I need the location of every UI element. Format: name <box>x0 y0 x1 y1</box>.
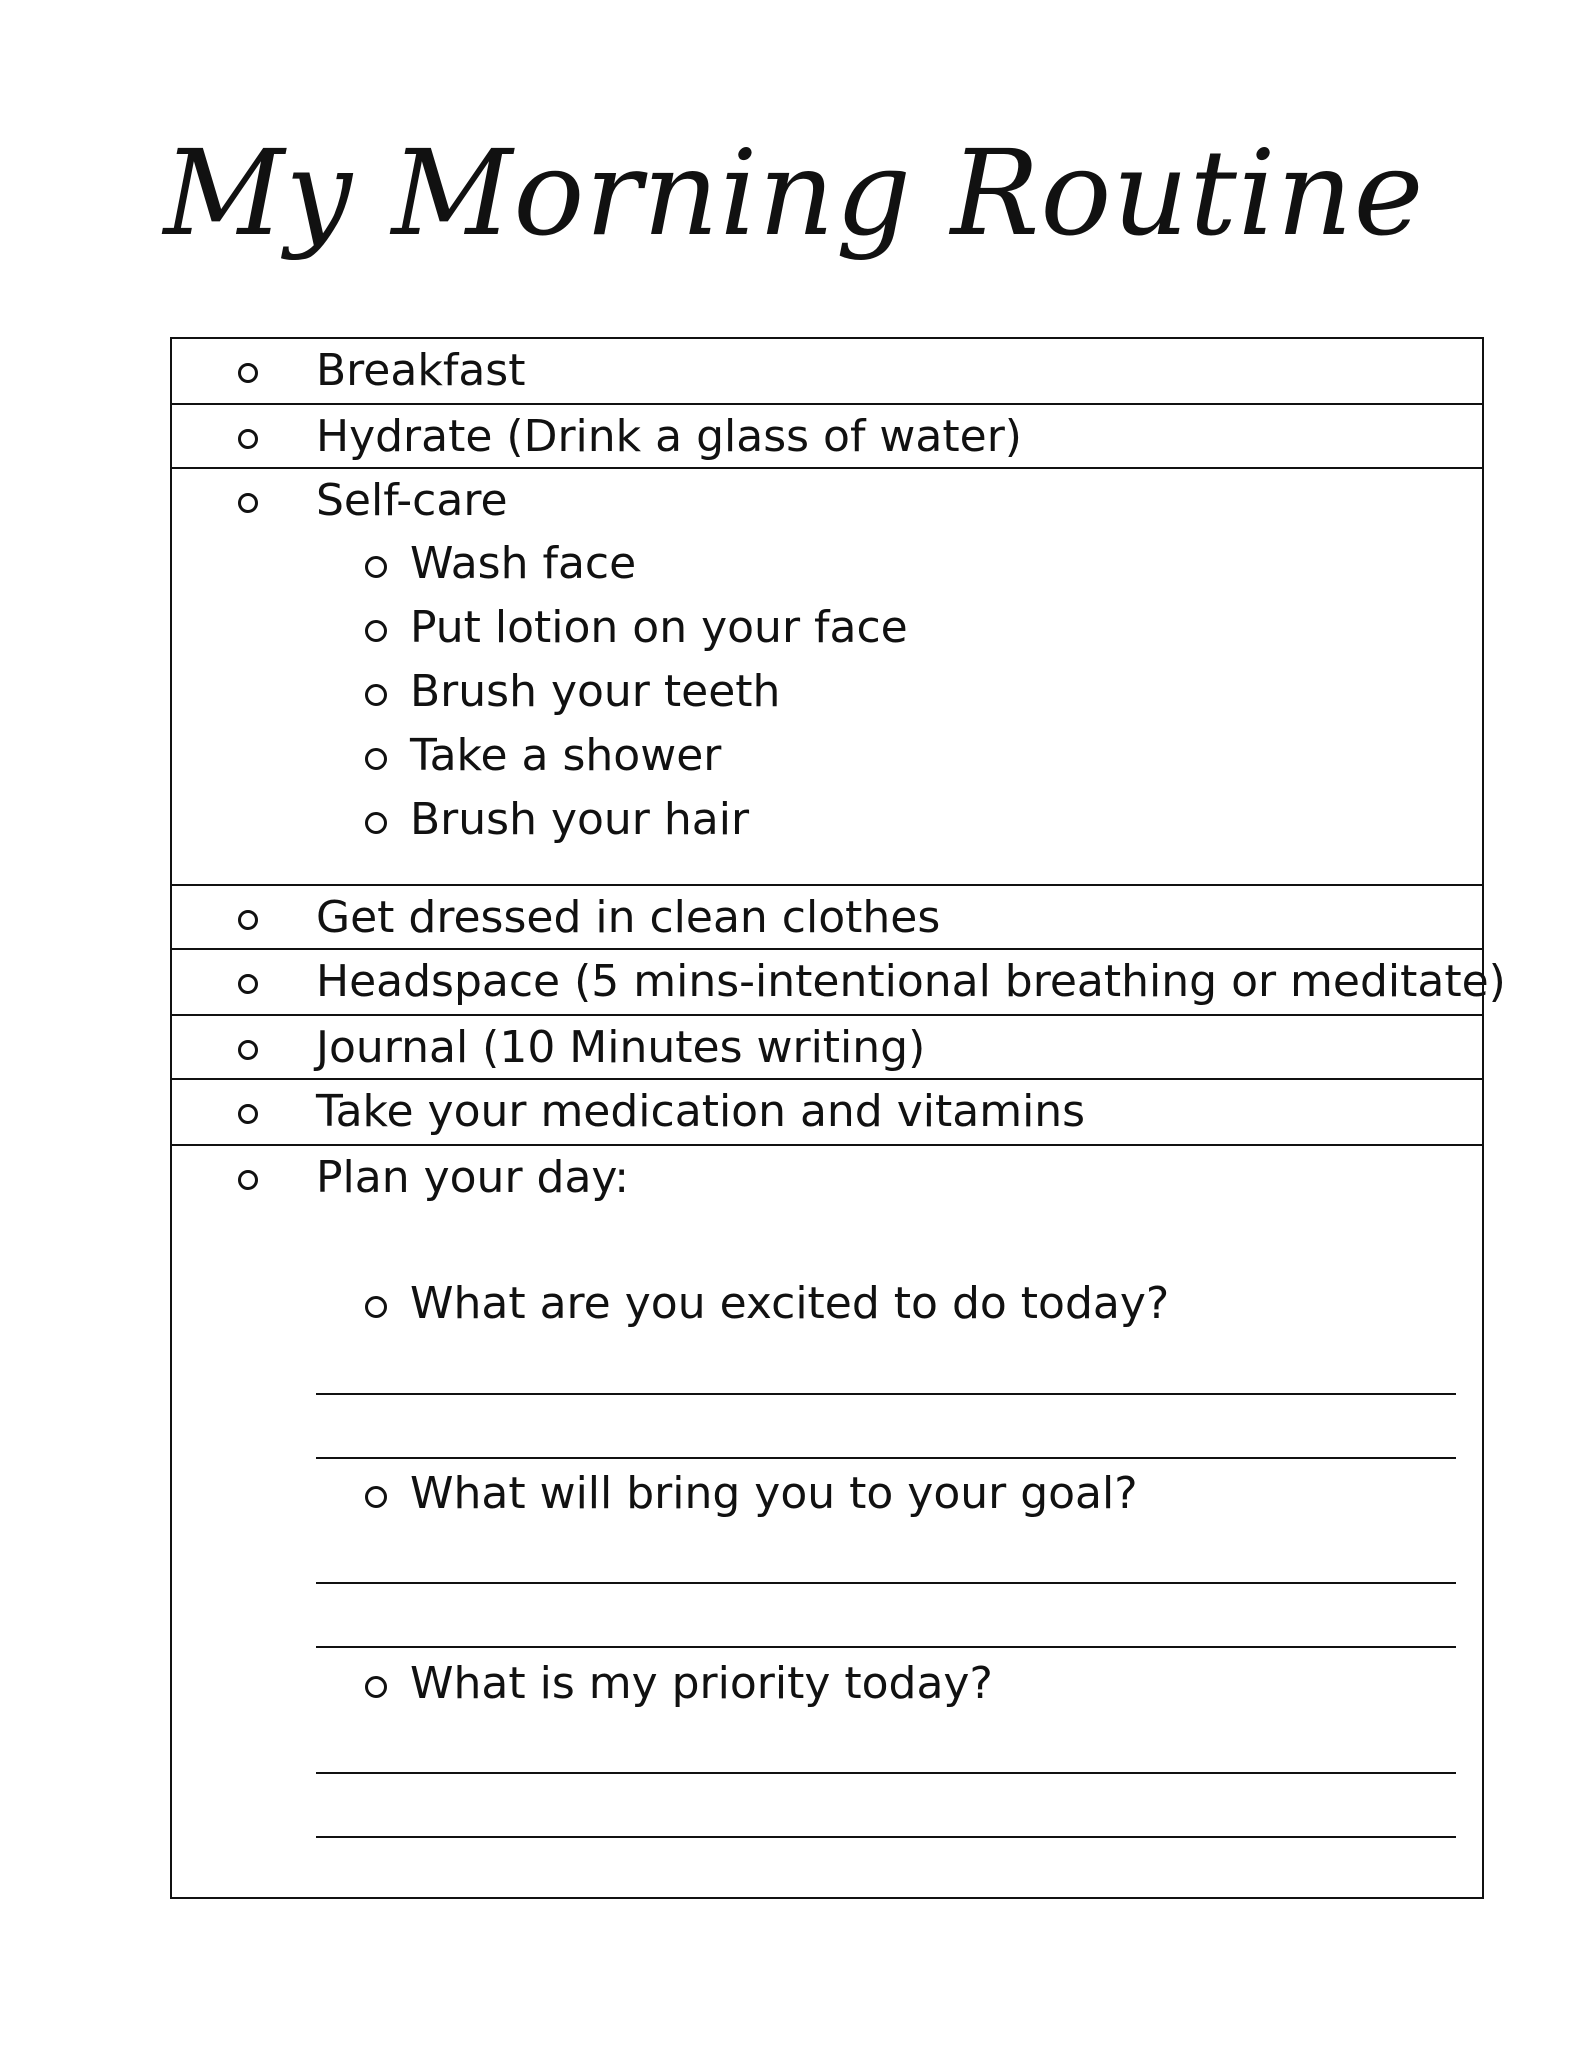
answer-line[interactable] <box>316 1772 1456 1774</box>
checklist-row-journal <box>172 1016 1482 1080</box>
list-item[interactable] <box>172 1016 1482 1080</box>
item-label: Headspace (5 mins-intentional breathing or meditate) <box>316 956 1506 1007</box>
sub-item-label: Wash face <box>410 538 637 589</box>
answer-line[interactable] <box>316 1393 1456 1395</box>
answer-line[interactable] <box>316 1582 1456 1584</box>
circle-bullet-icon <box>238 1170 258 1190</box>
circle-bullet-icon <box>238 429 258 449</box>
circle-bullet-icon <box>365 556 387 578</box>
circle-bullet-icon <box>365 1676 387 1698</box>
sub-item-label: Put lotion on your face <box>410 602 908 653</box>
item-label: Breakfast <box>316 345 526 396</box>
list-item[interactable] <box>172 1146 1482 1210</box>
checklist-row-headspace <box>172 950 1506 1016</box>
item-label: Plan your day: <box>316 1152 630 1203</box>
sub-item-label: What are you excited to do today? <box>410 1278 1170 1329</box>
sub-item-label: What is my priority today? <box>410 1658 993 1709</box>
sub-item-label: Brush your hair <box>410 794 750 845</box>
checklist-row-get-dressed <box>172 886 1482 950</box>
list-item[interactable] <box>172 886 1482 950</box>
circle-bullet-icon <box>238 1104 258 1124</box>
checklist-row-plan-your-day <box>172 1146 1482 1897</box>
checklist-row-hydrate <box>172 405 1482 469</box>
list-item[interactable] <box>172 339 1482 403</box>
item-label: Get dressed in clean clothes <box>316 892 941 943</box>
list-item[interactable] <box>172 405 1482 469</box>
circle-bullet-icon <box>238 1040 258 1060</box>
circle-bullet-icon <box>365 1296 387 1318</box>
page-title: My Morning Routine <box>163 124 1425 262</box>
answer-line[interactable] <box>316 1836 1456 1838</box>
checklist-row-breakfast <box>172 339 1482 405</box>
list-item[interactable] <box>172 1080 1482 1144</box>
answer-line[interactable] <box>316 1457 1456 1459</box>
sub-item-label: Take a shower <box>410 730 722 781</box>
circle-bullet-icon <box>365 620 387 642</box>
circle-bullet-icon <box>365 812 387 834</box>
answer-line[interactable] <box>316 1646 1456 1648</box>
circle-bullet-icon <box>238 493 258 513</box>
checklist-row-self-care <box>172 469 1482 886</box>
checklist-row-medication <box>172 1080 1482 1146</box>
circle-bullet-icon <box>365 684 387 706</box>
item-label: Take your medication and vitamins <box>316 1086 1086 1137</box>
item-label: Journal (10 Minutes writing) <box>316 1022 926 1073</box>
circle-bullet-icon <box>238 910 258 930</box>
list-item[interactable] <box>172 950 1506 1014</box>
circle-bullet-icon <box>365 748 387 770</box>
circle-bullet-icon <box>365 1486 387 1508</box>
sub-item-label: Brush your teeth <box>410 666 781 717</box>
list-item[interactable] <box>172 469 1482 533</box>
item-label: Self-care <box>316 475 508 526</box>
sub-item-label: What will bring you to your goal? <box>410 1468 1138 1519</box>
routine-checklist <box>170 337 1506 1899</box>
item-label: Hydrate (Drink a glass of water) <box>316 411 1022 462</box>
circle-bullet-icon <box>238 363 258 383</box>
circle-bullet-icon <box>238 974 258 994</box>
